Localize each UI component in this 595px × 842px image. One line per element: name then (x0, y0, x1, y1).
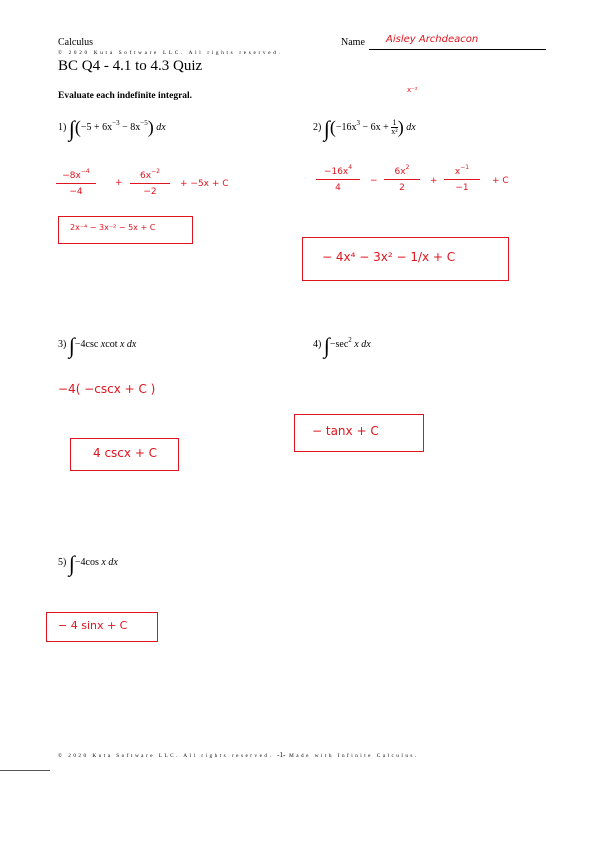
term-numerator: x (454, 167, 461, 177)
answer-2: − 4x⁴ − 3x² − 1/x + C (322, 250, 456, 264)
problem-number: 4) (313, 339, 322, 350)
variable: x (101, 557, 106, 568)
problem-2 (313, 117, 416, 140)
work-2-rest: + C (492, 176, 509, 186)
term-exponent: −2 (151, 168, 160, 175)
corner-rule (0, 770, 50, 771)
variable: x (354, 339, 359, 350)
term-denominator: 2 (399, 183, 405, 193)
quiz-title: BC Q4 - 4.1 to 4.3 Quiz (58, 58, 203, 74)
integrand-part: −sec (329, 339, 349, 350)
differential: dx (403, 122, 416, 133)
term-exponent: 4 (348, 164, 353, 171)
variable: x (100, 339, 106, 350)
work-1-rest: + −5x + C (180, 179, 229, 189)
footer (58, 751, 419, 759)
paren-close: ) (397, 117, 404, 137)
page-number: -1- (277, 751, 286, 759)
problem-number: 5) (58, 557, 67, 568)
name-underline (369, 49, 546, 50)
integrand-part: cot (105, 339, 120, 350)
footer-made-with: Made with Infinite Calculus. (289, 753, 419, 759)
integral-sign: ∫ (323, 333, 330, 358)
integral-sign: ∫ (68, 551, 75, 576)
integrand-part: −4cos (74, 557, 102, 568)
integrand-part: −16x (335, 122, 357, 133)
problem-number: 2) (313, 122, 322, 133)
term-numerator: 6x (140, 171, 152, 181)
differential: dx (358, 339, 371, 350)
work-1-term2 (130, 168, 170, 197)
term-numerator: −8x (62, 171, 81, 181)
paren-open: ( (74, 117, 81, 137)
instructions: Evaluate each indefinite integral. (58, 91, 193, 101)
integrand-part: −4csc (74, 339, 101, 350)
work-2-note: x⁻² (407, 86, 418, 94)
exponent: −3 (112, 119, 120, 127)
work-3-step: −4( −cscx + C ) (58, 382, 156, 396)
fraction-numerator: 1 (392, 117, 397, 127)
integrand-part: − 8x (119, 122, 141, 133)
problem-number: 3) (58, 339, 67, 350)
problem-5 (58, 553, 118, 575)
exponent: 3 (356, 119, 361, 127)
answer-5: − 4 sinx + C (58, 619, 128, 632)
work-2-term2 (384, 164, 420, 193)
answer-4: − tanx + C (312, 424, 379, 438)
term-exponent: −1 (460, 164, 470, 171)
integrand-part: −5 + 6x (80, 122, 113, 133)
term-denominator: −4 (69, 187, 83, 197)
work-1-term1 (56, 168, 96, 197)
work-2-minus: − (370, 176, 378, 186)
student-name: Aisley Archdeacon (386, 34, 479, 45)
term-denominator: −1 (455, 183, 469, 193)
differential: dx (105, 557, 118, 568)
problem-number: 1) (58, 122, 67, 133)
term-exponent: 2 (405, 164, 410, 171)
problem-3 (58, 335, 136, 357)
footer-copyright: © 2020 Kuta Software LLC. All rights reserved. (58, 753, 274, 759)
differential: dx (124, 339, 137, 350)
exponent: −5 (140, 119, 148, 127)
integral-sign: ∫ (68, 116, 75, 141)
answer-1: 2x⁻⁴ − 3x⁻² − 5x + C (70, 223, 156, 232)
subject-label: Calculus (58, 37, 93, 48)
problem-1 (58, 117, 166, 140)
problem-4 (313, 335, 371, 357)
variable: x (119, 339, 125, 350)
work-1-plus: + (115, 178, 123, 188)
term-exponent: −4 (80, 168, 90, 175)
work-2-plus: + (430, 176, 438, 186)
integral-sign: ∫ (68, 333, 75, 358)
exponent: 2 (348, 336, 352, 344)
copyright-header: © 2020 Kuta Software LLC. All rights reserved. (58, 50, 283, 56)
differential: dx (153, 122, 166, 133)
term-denominator: 4 (335, 183, 341, 193)
integrand-part: − 6x + (360, 122, 392, 133)
name-label: Name (341, 37, 365, 48)
integral-sign: ∫ (323, 116, 330, 141)
paren-close: ) (147, 117, 154, 137)
term-denominator: −2 (143, 187, 157, 197)
fraction-denominator: x² (391, 127, 398, 137)
paren-open: ( (329, 117, 336, 137)
answer-3: 4 cscx + C (93, 446, 158, 460)
term-numerator: 6x (394, 167, 406, 177)
work-2-term3 (444, 164, 480, 193)
work-2-term1 (316, 164, 360, 193)
term-numerator: −16x (323, 167, 349, 177)
